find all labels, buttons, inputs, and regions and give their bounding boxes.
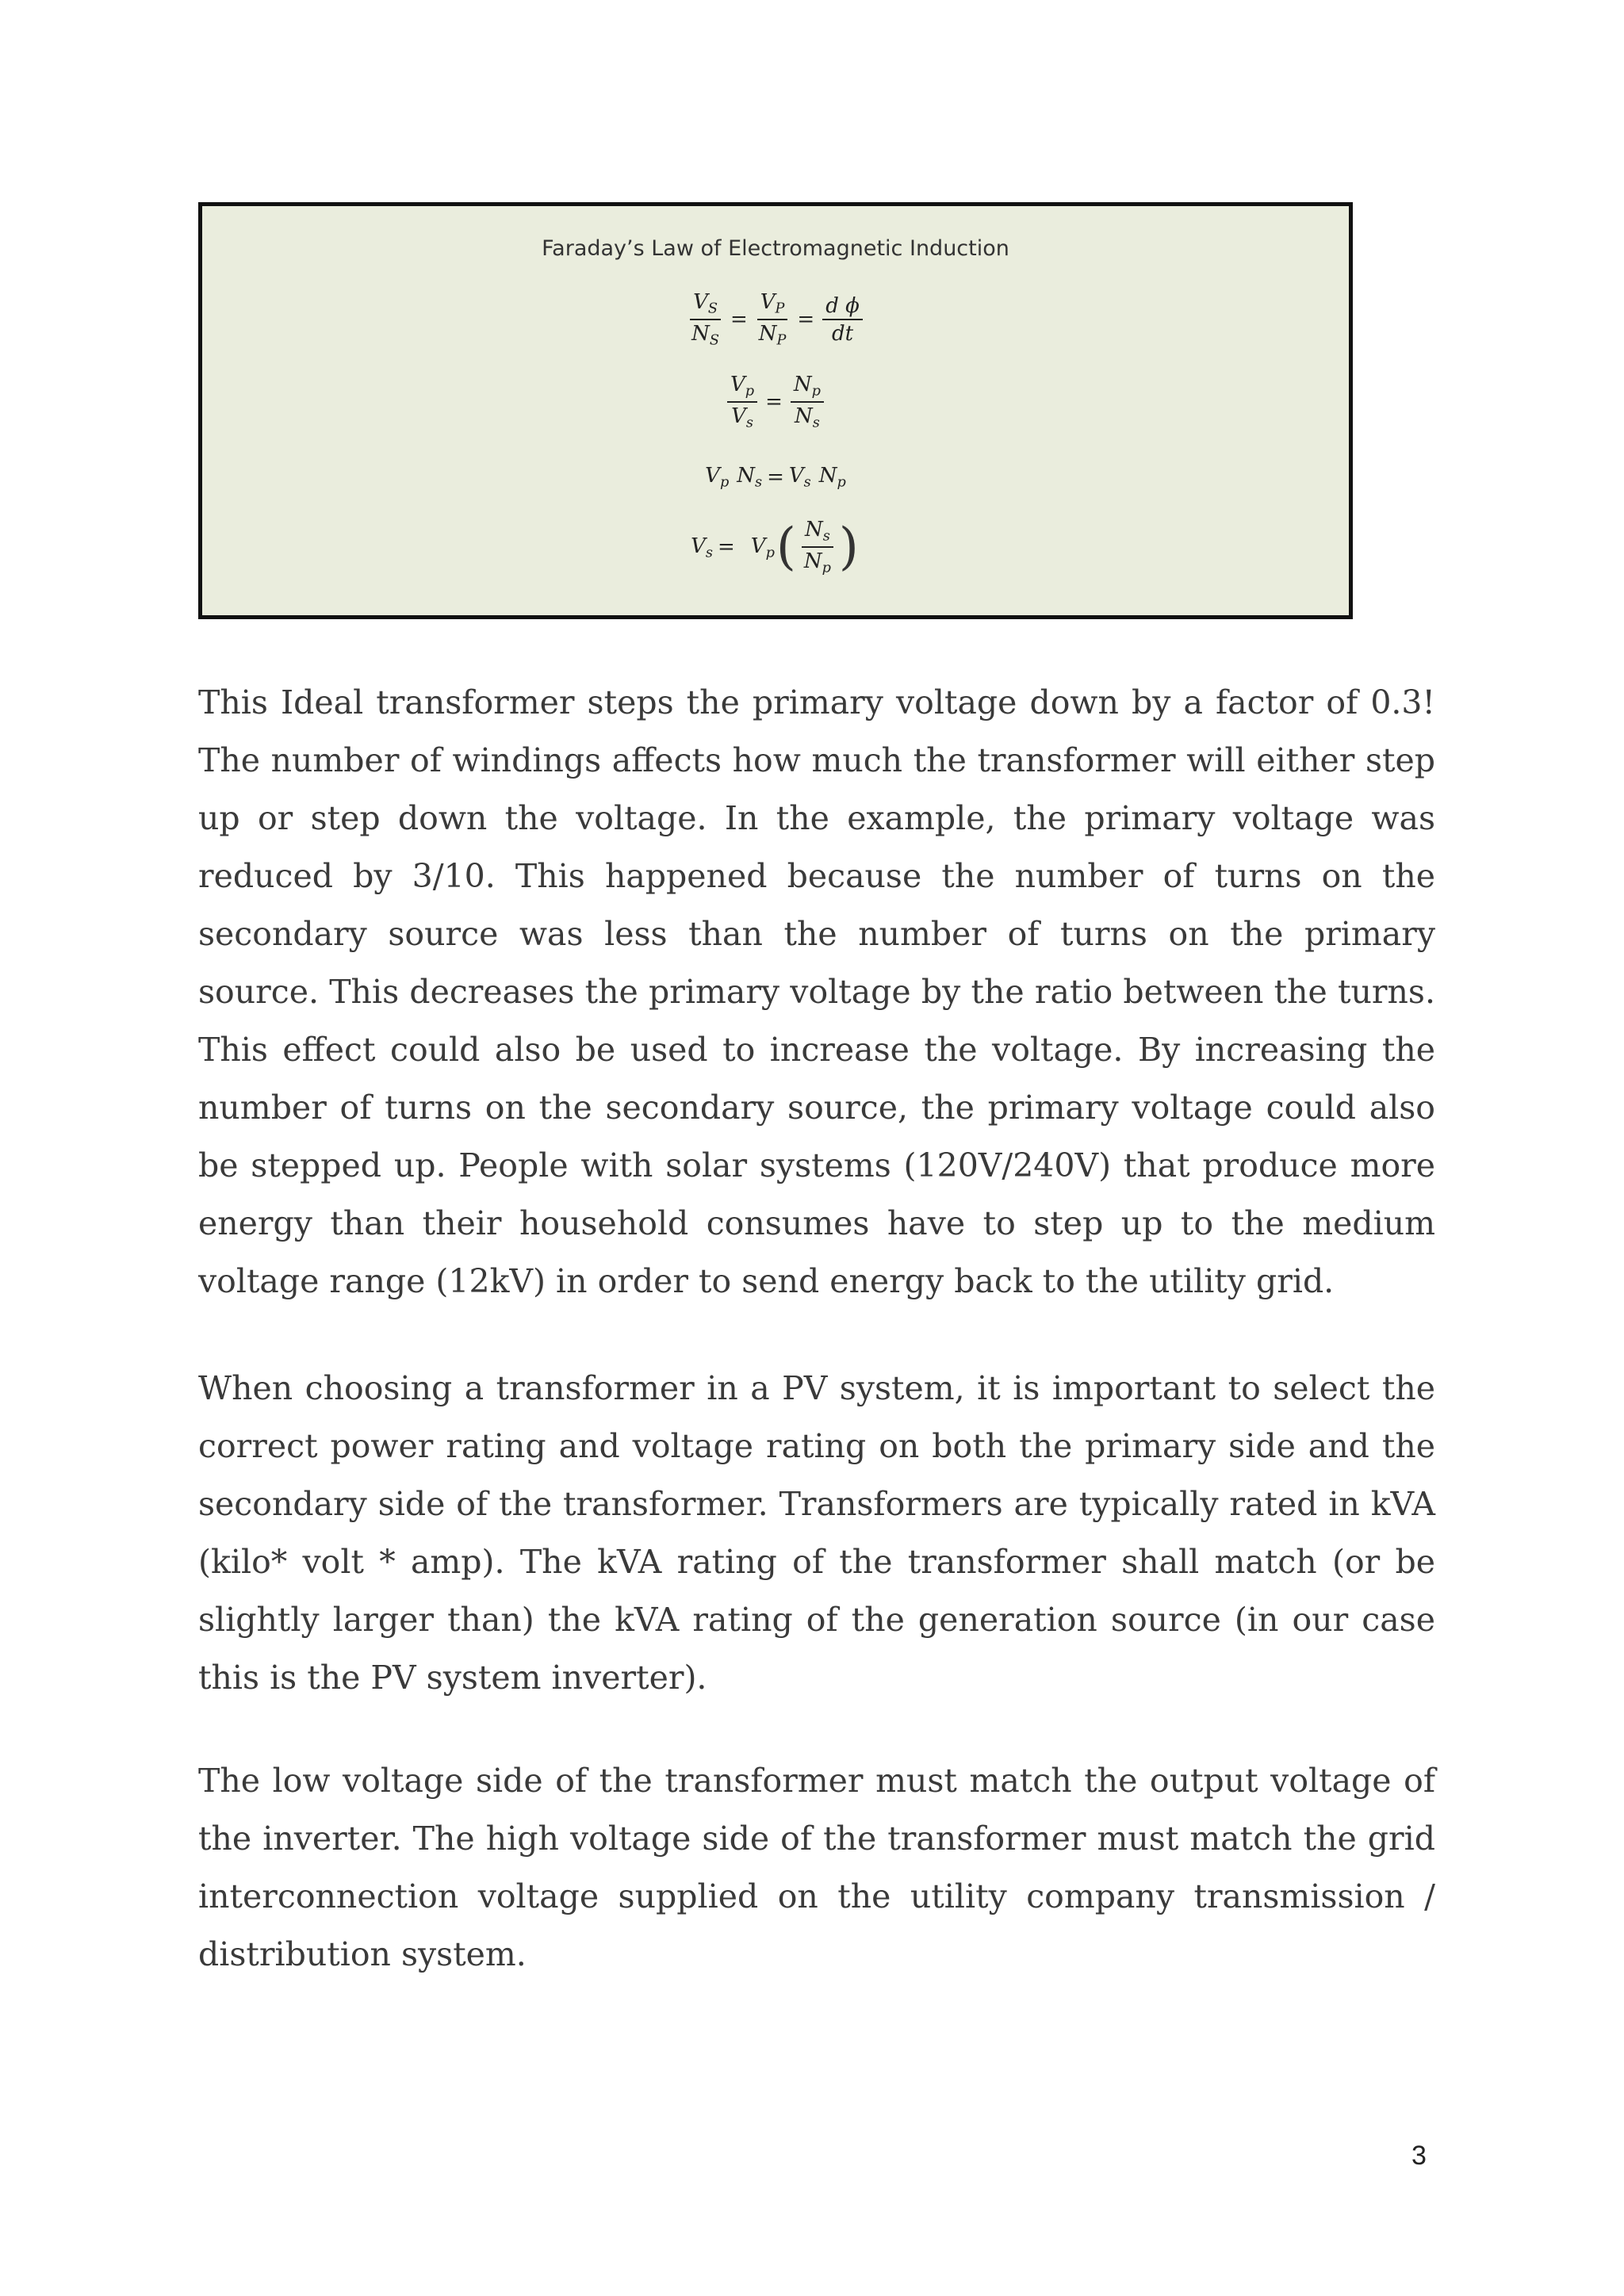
fraction-vp-np: $\frac{V_P}{N_P}$ xyxy=(756,292,790,348)
fraction-vs-ns: $\frac{V_S}{N_S}$ xyxy=(688,292,722,348)
paragraph-transformer-ratio: This Ideal transformer steps the primary voltage down by a factor of 0.3! The number of windings affects how much the transformer will either step up or step down the voltage. In the example, the primary voltage was reduced by 3/10. This happened because the number of turns on the secondary source was less than the number of turns on the primary source. This decreases the primary voltage by the ratio between the turns. This effect could also be used to increase the voltage. By increasing the number of turns on the secondary source, the primary voltage could also be stepped up. People with solar systems (120V/240V) that produce more energy than their household consumes have to step up to the medium voltage range (12kV) in order to send energy back to the utility grid. xyxy=(198,683,1435,1300)
equation-4: $V_s$ = $V_p$ ( $\frac{N_s}{N_p}$ ) xyxy=(691,518,859,577)
paragraph-voltage-sides: The low voltage side of the transformer must match the output voltage of the inverter. The high voltage side of the transformer must match the grid interconnection voltage supplied on the utility company transmission / distribution system. xyxy=(198,1762,1435,1973)
fraction-np-ns: $\frac{N_p}{N_s}$ xyxy=(791,374,824,430)
fraction-dphi-dt: $\frac{\text{d ϕ}}{dt}$ xyxy=(822,296,863,344)
page-number: 3 xyxy=(1411,2141,1427,2171)
figure-title: Faraday’s Law of Electromagnetic Induction xyxy=(542,236,1009,261)
fraction-ns-np: $\frac{N_s}{N_p}$ xyxy=(801,519,834,576)
fraction-vp-vs: $\frac{V_p}{V_s}$ xyxy=(727,374,757,430)
equation-3: $V_p$ $N_s$ = $V_s$ $N_p$ xyxy=(705,464,846,491)
equation-2: $\frac{V_p}{V_s}$ = $\frac{N_p}{N_s}$ xyxy=(202,374,1349,430)
paragraph-transformer-selection: When choosing a transformer in a PV system, it is important to select the correct power rating and voltage rating on both the primary side and the secondary side of the transformer. Transformers are typically rated in kVA (kilo* volt * amp). The kVA rating of the transformer shall match (or be slightly larger than) the kVA rating of the generation source (in our case this is the PV system inverter). xyxy=(198,1369,1435,1697)
faraday-law-figure xyxy=(198,202,1353,619)
equation-1: $\frac{V_S}{N_S}$ = $\frac{V_P}{N_P}$ = $\frac{\text{d ϕ}}{dt}$ xyxy=(202,292,1349,348)
